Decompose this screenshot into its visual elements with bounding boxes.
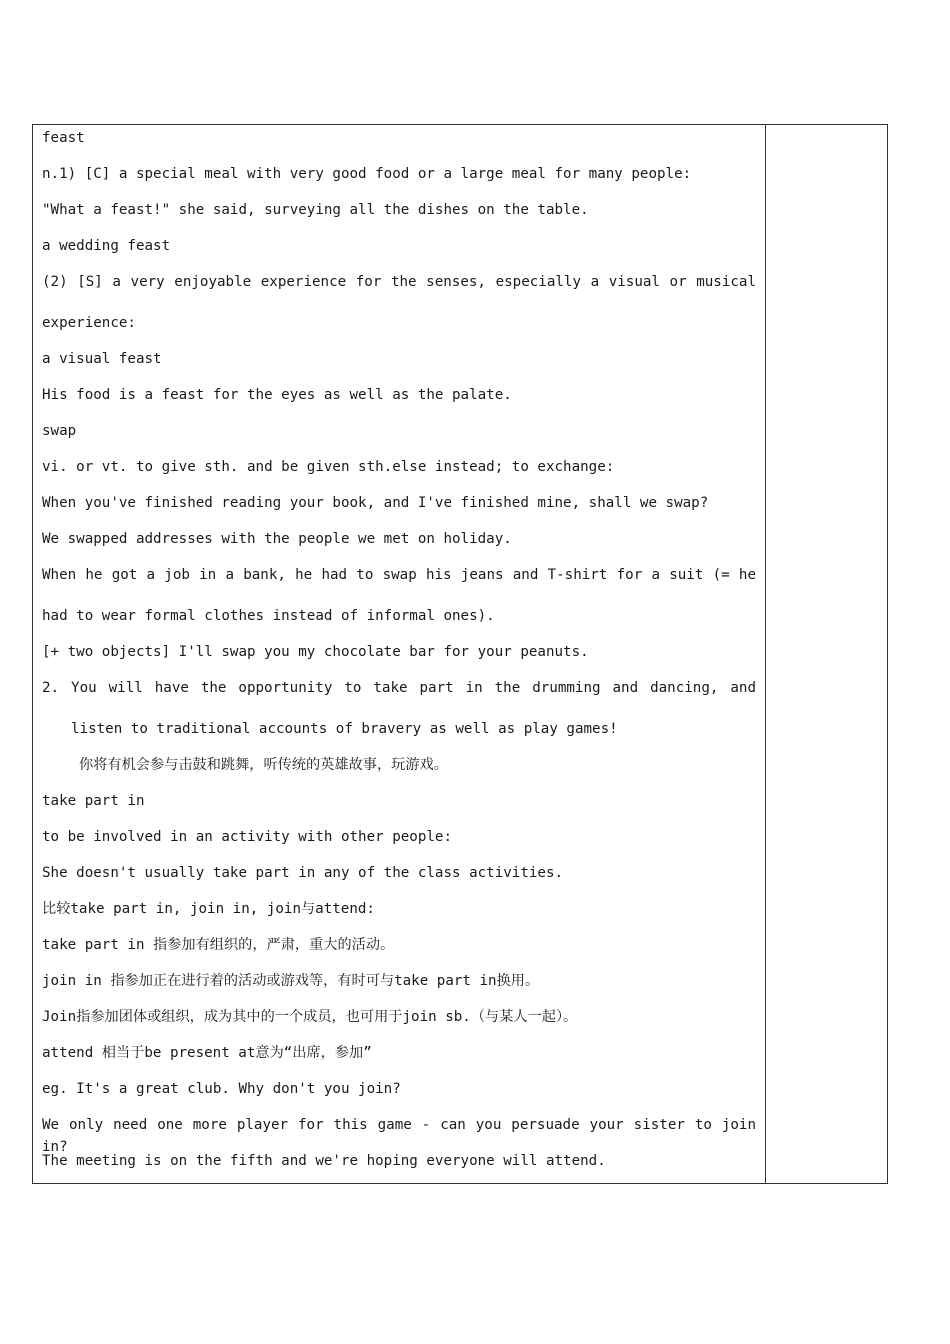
text-line: take part in 指参加有组织的，严肃，重大的活动。 bbox=[42, 937, 395, 953]
text-line: attend 相当于be present at意为“出席，参加” bbox=[42, 1045, 372, 1061]
text-line: eg. It's a great club. Why don't you join? bbox=[42, 1081, 401, 1097]
text-line: swap bbox=[42, 423, 77, 439]
text-line: a wedding feast bbox=[42, 238, 171, 254]
text-line: had to wear formal clothes instead of informal ones). bbox=[42, 608, 495, 624]
text-line: 比较take part in, join in, join与attend: bbox=[42, 901, 375, 917]
text-line: listen to traditional accounts of bravery as well as play games! bbox=[71, 721, 618, 737]
text-line: feast bbox=[42, 130, 85, 146]
text-line: The meeting is on the fifth and we're hoping everyone will attend. bbox=[42, 1153, 606, 1169]
text-line: (2) [S] a very enjoyable experience for the senses, especially a visual or musical bbox=[42, 274, 756, 290]
text-line: When he got a job in a bank, he had to swap his jeans and T-shirt for a suit (= he bbox=[42, 567, 756, 583]
text-line: to be involved in an activity with other people: bbox=[42, 829, 452, 845]
text-line: His food is a feast for the eyes as well as the palate. bbox=[42, 387, 512, 403]
text-line: We swapped addresses with the people we met on holiday. bbox=[42, 531, 512, 547]
text-line: "What a feast!" she said, surveying all the dishes on the table. bbox=[42, 202, 589, 218]
text-line: take part in bbox=[42, 793, 145, 809]
text-line: a visual feast bbox=[42, 351, 162, 367]
text-line: [+ two objects] I'll swap you my chocolate bar for your peanuts. bbox=[42, 644, 589, 660]
text-line: experience: bbox=[42, 315, 136, 331]
text-line: 你将有机会参与击鼓和跳舞，听传统的英雄故事，玩游戏。 bbox=[79, 757, 448, 773]
text-line: 2. You will have the opportunity to take part in the drumming and dancing, and bbox=[42, 680, 756, 696]
text-line: When you've finished reading your book, and I've finished mine, shall we swap? bbox=[42, 495, 709, 511]
text-line: She doesn't usually take part in any of the class activities. bbox=[42, 865, 564, 881]
text-line: join in 指参加正在进行着的活动或游戏等，有时可与take part in换用。 bbox=[42, 973, 540, 989]
text-line: n.1) [C] a special meal with very good food or a large meal for many people: bbox=[42, 166, 692, 182]
text-line: vi. or vt. to give sth. and be given sth.else instead; to exchange: bbox=[42, 459, 615, 475]
text-line: Join指参加团体或组织，成为其中的一个成员，也可用于join sb.（与某人一起）。 bbox=[42, 1009, 578, 1025]
text-line: We only need one more player for this game - can you persuade your sister to join in? bbox=[42, 1117, 756, 1155]
column-divider bbox=[765, 124, 766, 1184]
